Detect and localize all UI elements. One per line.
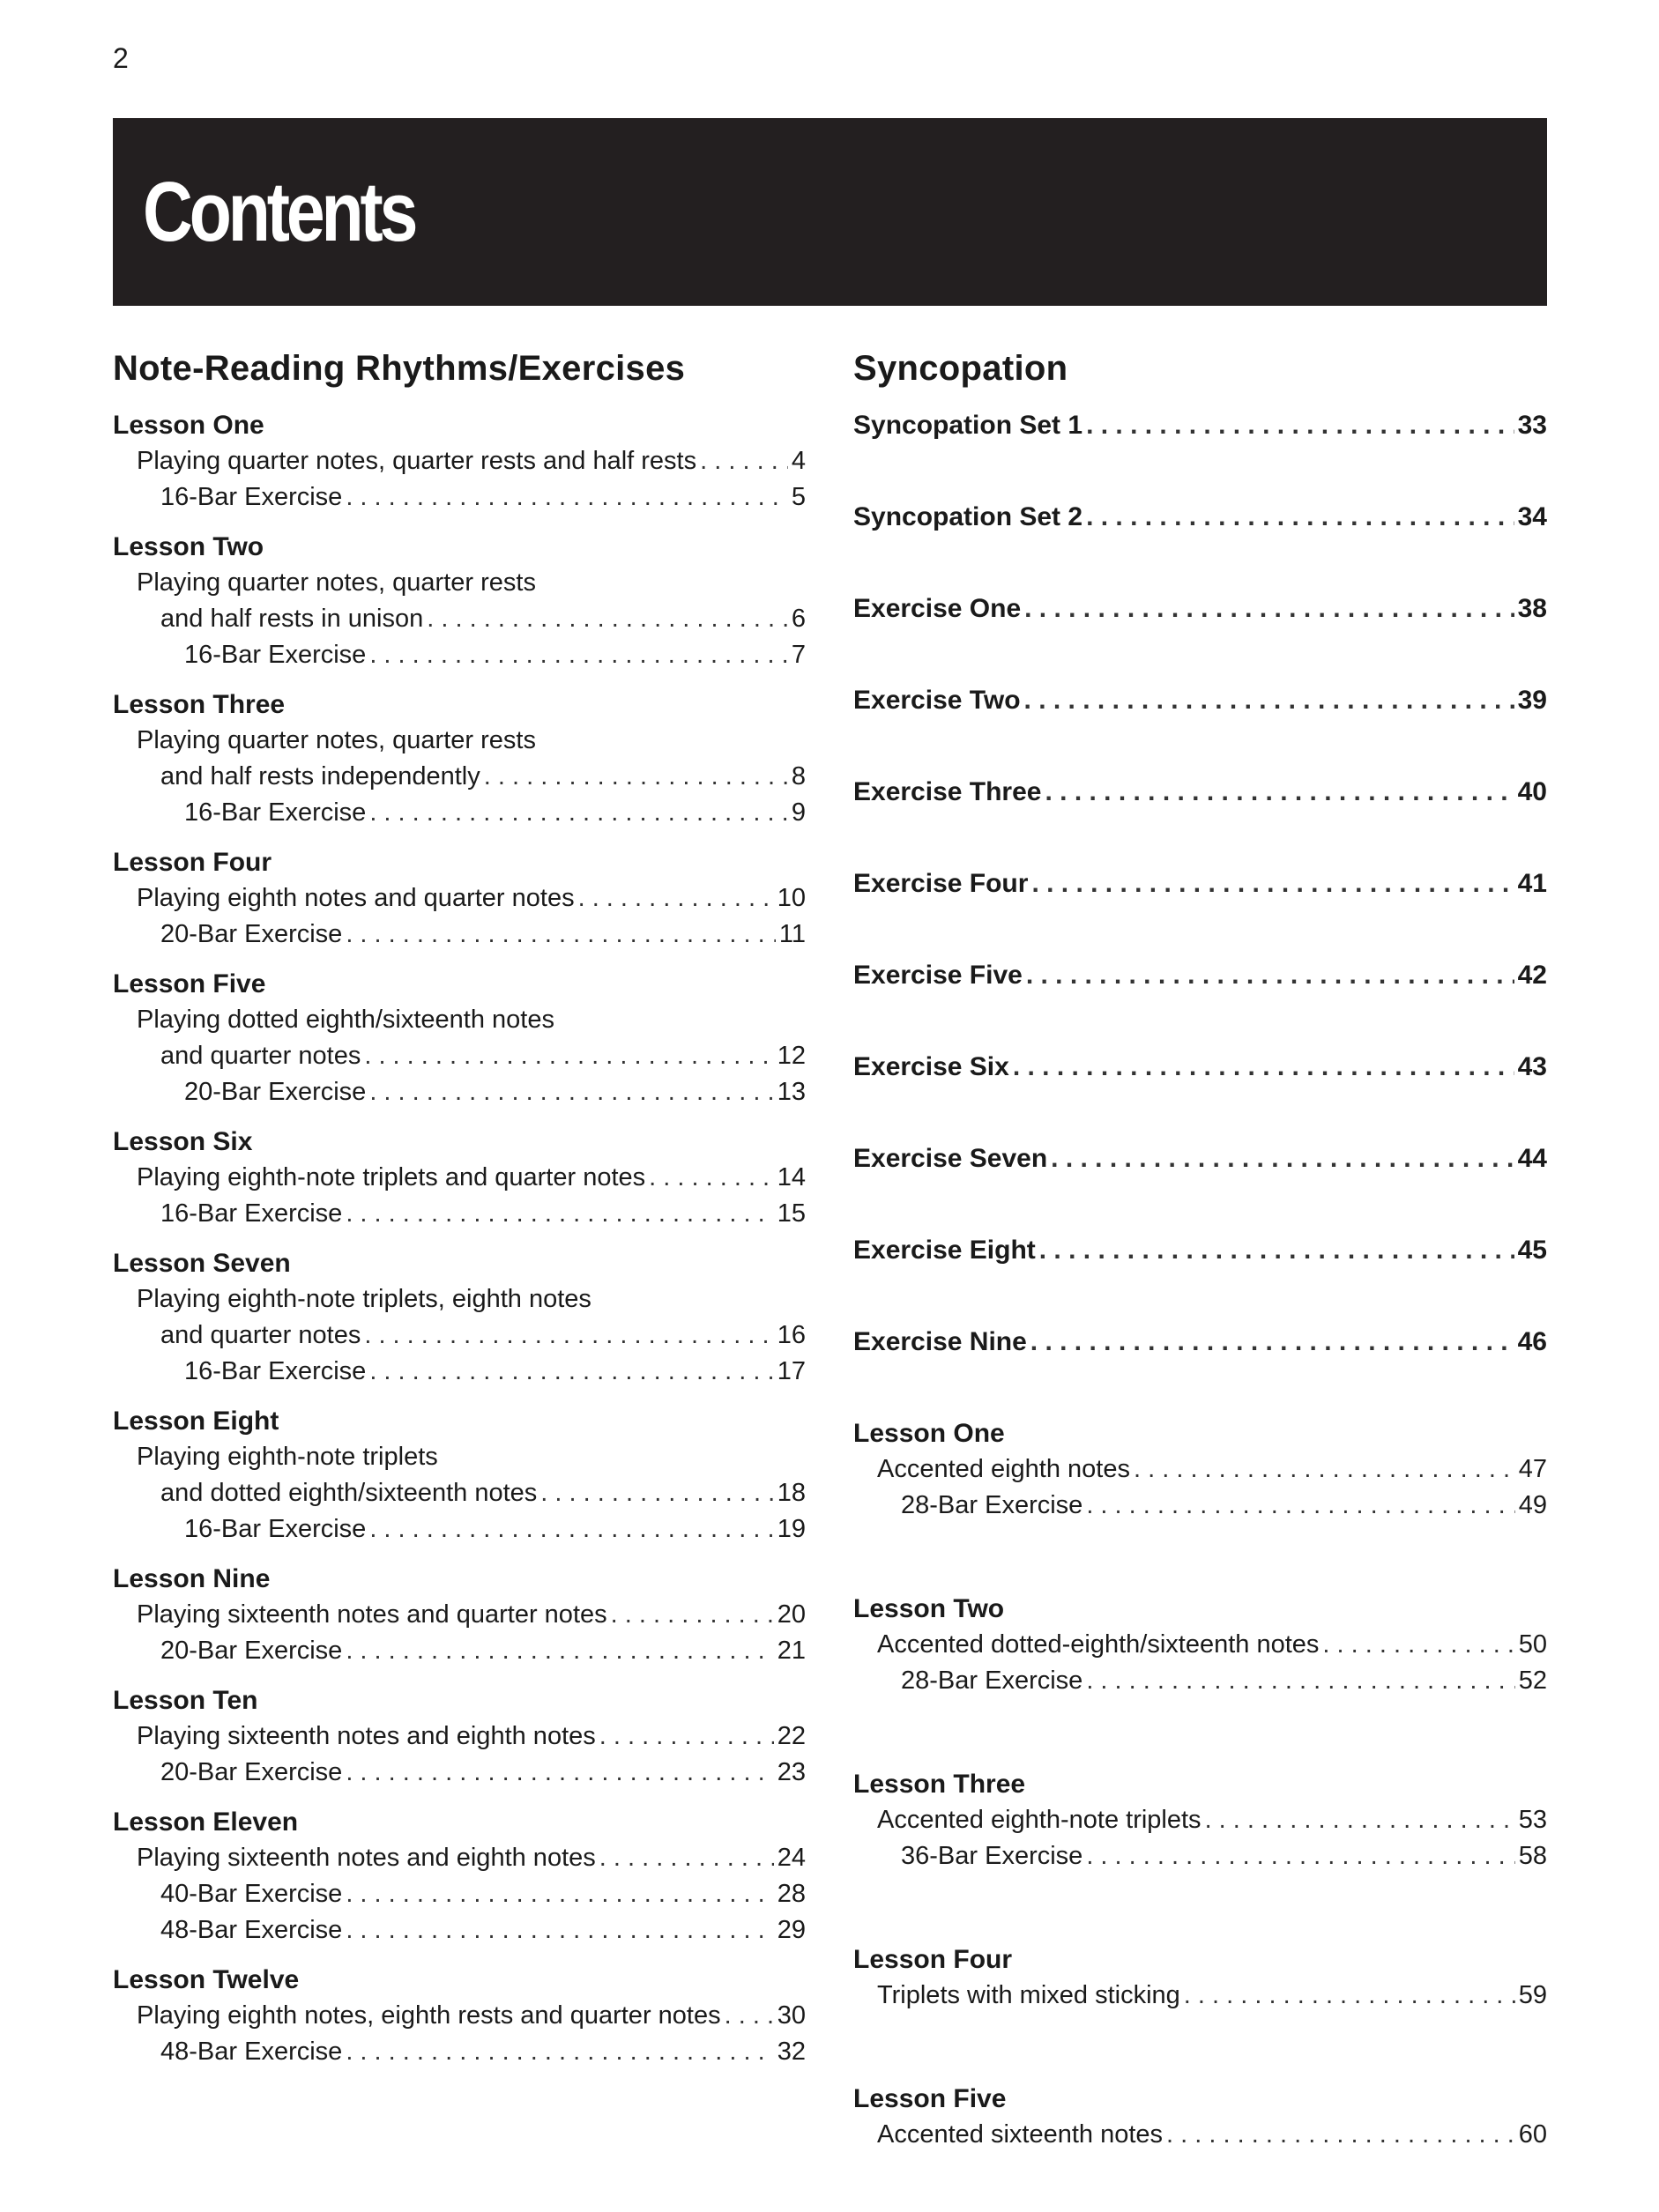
toc-entry[interactable] [113, 757, 806, 793]
dot-leader [369, 1359, 773, 1384]
toc-heading [113, 1401, 806, 1437]
dot-leader [346, 1638, 773, 1664]
toc-entry[interactable] [113, 1158, 806, 1194]
toc-page-number: 44 [1517, 1144, 1547, 1173]
toc-entry-label: Playing sixteenth notes and quarter notes [137, 1600, 607, 1629]
dot-leader [346, 2039, 773, 2065]
toc-heading [853, 1764, 1547, 1800]
toc-heading [113, 527, 806, 563]
dot-leader [1045, 779, 1514, 805]
toc-heading [853, 1940, 1547, 1976]
toc-entry-label: Lesson Seven [113, 1249, 291, 1278]
toc-page-number: 49 [1518, 1491, 1547, 1519]
toc-entry-label: 16-Bar Exercise [184, 641, 367, 669]
toc-entry-label: 48-Bar Exercise [160, 2038, 343, 2066]
toc-entry-label: and half rests independently [160, 762, 480, 791]
toc-entry[interactable] [113, 1717, 806, 1753]
toc-page-number: 46 [1517, 1327, 1547, 1356]
dot-leader [578, 886, 774, 911]
page-title: Contents [143, 164, 415, 259]
toc-page-number: 7 [791, 641, 806, 669]
toc-entry-label: Lesson Four [853, 1945, 1013, 1974]
dot-leader [369, 1080, 773, 1105]
toc-entry-label: 20-Bar Exercise [160, 1637, 343, 1665]
toc-entry-label: Exercise Three [853, 777, 1042, 806]
toc-page-number: 34 [1517, 502, 1547, 531]
toc-entry-label: Lesson Five [113, 969, 266, 998]
dot-leader [369, 800, 788, 826]
toc-entry[interactable] [113, 635, 806, 672]
toc-entry[interactable] [853, 955, 1547, 991]
toc-entry[interactable] [853, 1486, 1547, 1522]
dot-leader [1134, 1457, 1515, 1482]
toc-entry-label: Exercise One [853, 594, 1022, 623]
toc-page-number: 38 [1517, 594, 1547, 623]
toc-entry-label: Exercise Eight [853, 1236, 1036, 1265]
toc-heading [853, 1414, 1547, 1450]
toc-entry-label: Playing eighth notes and quarter notes [137, 884, 575, 912]
toc-entry-label: Lesson Six [113, 1127, 253, 1156]
toc-page-number: 19 [777, 1515, 806, 1543]
toc-heading [113, 405, 806, 442]
toc-entry-label: Playing quarter notes, quarter rests [137, 726, 536, 754]
dot-leader [369, 642, 788, 668]
toc-entry-label: 20-Bar Exercise [184, 1078, 367, 1106]
dot-leader [364, 1323, 773, 1348]
toc-entry[interactable] [853, 1450, 1547, 1486]
toc-entry-label: Triplets with mixed sticking [877, 1981, 1180, 2009]
toc-entry[interactable] [113, 442, 806, 478]
toc-list [853, 405, 1547, 1358]
toc-entry[interactable] [113, 1753, 806, 1789]
toc-entry-label: Lesson Ten [113, 1686, 258, 1715]
toc-entry[interactable] [113, 2032, 806, 2068]
toc-entry-label: and half rests in unison [160, 605, 424, 633]
toc-entry-label: Lesson Twelve [113, 1965, 300, 1994]
toc-entry-label: Playing eighth-note triplets, eighth notes [137, 1285, 591, 1313]
toc-entry-label: Lesson Two [853, 1594, 1005, 1623]
toc-entry-label: Syncopation Set 1 [853, 411, 1083, 440]
toc-entry-label: 16-Bar Exercise [160, 1199, 343, 1228]
dot-leader [1166, 2122, 1515, 2148]
toc-page-number: 10 [777, 884, 806, 912]
toc-entry[interactable] [113, 1352, 806, 1388]
toc-entry-label: Playing eighth notes, eighth rests and quarter notes [137, 2001, 721, 2030]
toc-heading [113, 1122, 806, 1158]
toc-heading [113, 685, 806, 721]
toc-page-number: 9 [791, 798, 806, 827]
toc-page-number: 33 [1517, 411, 1547, 440]
toc-page-number: 52 [1518, 1666, 1547, 1695]
toc-entry-label: 28-Bar Exercise [901, 1491, 1083, 1519]
toc-entry-label: Playing sixteenth notes and eighth notes [137, 1844, 596, 1872]
toc-entry[interactable] [853, 1837, 1547, 1873]
toc-entry-label: Playing eighth-note triplets [137, 1443, 438, 1471]
dot-leader [649, 1165, 774, 1191]
toc-entry[interactable] [113, 1194, 806, 1230]
toc-entry[interactable] [113, 1473, 806, 1510]
dot-leader [346, 1918, 773, 1943]
toc-heading [113, 1802, 806, 1838]
toc-entry[interactable] [853, 1661, 1547, 1697]
dot-leader [725, 2003, 774, 2029]
dot-leader [599, 1724, 774, 1749]
dot-leader [1030, 1329, 1514, 1355]
toc-entry-label: Lesson Nine [113, 1564, 271, 1593]
toc-page-number: 23 [777, 1758, 806, 1786]
toc-page-number: 43 [1517, 1052, 1547, 1081]
toc-entry[interactable] [853, 1625, 1547, 1661]
toc-heading [853, 1589, 1547, 1625]
toc-entry-label: Lesson Four [113, 848, 272, 877]
toc-page-number: 11 [778, 920, 806, 948]
contents-banner [113, 118, 1547, 306]
toc-heading [113, 1960, 806, 1996]
toc-page-number: 53 [1518, 1806, 1547, 1834]
toc-entry[interactable] [853, 405, 1547, 442]
toc-entry[interactable] [853, 497, 1547, 533]
toc-entry-label: Playing quarter notes, quarter rests [137, 568, 536, 597]
toc-entry-label: Lesson Two [113, 532, 264, 561]
toc-entry-label: Syncopation Set 2 [853, 502, 1083, 531]
dot-leader [1024, 596, 1514, 622]
dot-leader [1205, 1807, 1515, 1833]
toc-entry-label: 20-Bar Exercise [160, 1758, 343, 1786]
toc-page-number: 42 [1517, 961, 1547, 990]
toc-entry-label: Playing eighth-note triplets and quarter notes [137, 1163, 646, 1191]
dot-leader [1184, 1983, 1515, 2008]
toc-entry-label: Lesson Three [113, 690, 286, 719]
toc-entry-label: Exercise Four [853, 869, 1029, 898]
dot-leader [1013, 1054, 1514, 1080]
toc-page-number: 14 [777, 1163, 806, 1191]
toc-entry[interactable] [853, 2115, 1547, 2151]
toc-page-number: 5 [791, 483, 806, 511]
toc-entry-label: Lesson Eleven [113, 1807, 299, 1837]
toc-entry[interactable] [113, 793, 806, 829]
toc-page-number: 28 [777, 1880, 806, 1908]
dot-leader [599, 1845, 774, 1871]
toc-entry-label: 16-Bar Exercise [160, 483, 343, 511]
toc-entry-label: 28-Bar Exercise [901, 1666, 1083, 1695]
toc-entry[interactable] [113, 1911, 806, 1947]
toc-entry[interactable] [113, 1073, 806, 1109]
toc-entry-label: Accented dotted-eighth/sixteenth notes [877, 1630, 1320, 1659]
toc-entry-label: Lesson One [113, 411, 264, 440]
toc-page-number: 39 [1517, 686, 1547, 715]
toc-page-number: 29 [777, 1916, 806, 1944]
toc-entry[interactable] [113, 1000, 806, 1036]
toc-entry[interactable] [113, 1838, 806, 1874]
toc-page-number: 30 [777, 2001, 806, 2030]
toc-page-number: 50 [1518, 1630, 1547, 1659]
dot-leader [346, 1760, 773, 1785]
toc-page-number: 60 [1518, 2120, 1547, 2149]
dot-leader [1086, 504, 1514, 531]
dot-leader [369, 1517, 773, 1542]
dot-leader [484, 764, 788, 790]
toc-page-number: 58 [1518, 1842, 1547, 1870]
toc-entry-label: Exercise Five [853, 961, 1023, 990]
dot-leader [1086, 1844, 1514, 1869]
toc-entry-label: Accented eighth notes [877, 1455, 1130, 1483]
toc-entry[interactable] [853, 1139, 1547, 1175]
toc-page-number: 32 [777, 2038, 806, 2066]
toc-page-number: 15 [777, 1199, 806, 1228]
toc-entry-label: Playing sixteenth notes and eighth notes [137, 1722, 596, 1750]
toc-entry[interactable] [853, 680, 1547, 716]
toc-entry[interactable] [113, 1631, 806, 1667]
toc-entry-label: Exercise Six [853, 1052, 1009, 1081]
dot-leader [1322, 1632, 1514, 1658]
toc-page-number: 20 [777, 1600, 806, 1629]
toc-heading [113, 1681, 806, 1717]
toc-entry[interactable] [853, 1800, 1547, 1837]
toc-list [113, 405, 806, 2068]
toc-entry[interactable] [853, 1230, 1547, 1266]
dot-leader [427, 606, 788, 632]
toc-entry[interactable] [113, 1874, 806, 1911]
toc-entry-label: 16-Bar Exercise [184, 1357, 367, 1385]
dot-leader [364, 1043, 773, 1069]
toc-entry-label: Lesson Three [853, 1770, 1026, 1799]
toc-page-number: 47 [1518, 1455, 1547, 1483]
toc-page-number: 12 [777, 1042, 806, 1070]
toc-entry[interactable] [853, 772, 1547, 808]
toc-entry[interactable] [113, 1280, 806, 1316]
toc-entry-label: Playing dotted eighth/sixteenth notes [137, 1006, 554, 1034]
toc-heading [853, 2079, 1547, 2115]
dot-leader [1026, 962, 1514, 989]
toc-entry-label: 20-Bar Exercise [160, 920, 343, 948]
dot-leader [346, 485, 788, 510]
toc-entry[interactable] [113, 721, 806, 757]
dot-leader [346, 1882, 773, 1907]
toc-page-number: 22 [777, 1722, 806, 1750]
toc-page-number: 45 [1517, 1236, 1547, 1265]
toc-entry[interactable] [853, 1047, 1547, 1083]
dot-leader [346, 1201, 773, 1227]
toc-page-number: 17 [777, 1357, 806, 1385]
toc-page-number: 41 [1517, 869, 1547, 898]
toc-heading [113, 842, 806, 879]
toc-entry-label: Playing quarter notes, quarter rests and half rests [137, 447, 697, 475]
toc-entry-label: Accented eighth-note triplets [877, 1806, 1201, 1834]
toc-left-column [113, 351, 806, 2068]
dot-leader [1031, 871, 1514, 897]
dot-leader [346, 922, 776, 947]
toc-entry-label: and quarter notes [160, 1321, 361, 1349]
toc-page-number: 21 [777, 1637, 806, 1665]
dot-leader [1051, 1146, 1514, 1172]
toc-heading [113, 1559, 806, 1595]
toc-entry-label: 48-Bar Exercise [160, 1916, 343, 1944]
toc-entry[interactable] [113, 1595, 806, 1631]
toc-right-column [853, 351, 1547, 2151]
dot-leader [540, 1481, 773, 1506]
toc-entry-label: 16-Bar Exercise [184, 798, 367, 827]
toc-page-number: 40 [1517, 777, 1547, 806]
toc-entry[interactable] [853, 1976, 1547, 2012]
toc-entry-label: Accented sixteenth notes [877, 2120, 1164, 2149]
toc-page-number: 8 [791, 762, 806, 791]
toc-page-number: 16 [777, 1321, 806, 1349]
toc-page-number: 6 [791, 605, 806, 633]
toc-entry-label: Lesson One [853, 1419, 1005, 1448]
toc-entry[interactable] [113, 1996, 806, 2032]
toc-page-number: 4 [791, 447, 806, 475]
dot-leader [1024, 687, 1514, 714]
dot-leader [700, 449, 788, 474]
toc-list [853, 1358, 1547, 2151]
section-heading: Note-Reading Rhythms/Exercises [113, 349, 686, 388]
dot-leader [1086, 412, 1514, 439]
toc-entry-label: 40-Bar Exercise [160, 1880, 343, 1908]
toc-entry-label: and dotted eighth/sixteenth notes [160, 1479, 538, 1507]
toc-entry[interactable] [113, 1316, 806, 1352]
toc-page-number: 13 [777, 1078, 806, 1106]
toc-entry-label: 36-Bar Exercise [901, 1842, 1083, 1870]
toc-page-number: 24 [777, 1844, 806, 1872]
section-heading: Syncopation [853, 349, 1068, 388]
toc-entry[interactable] [113, 1510, 806, 1546]
page-number: 2 [113, 42, 129, 74]
dot-leader [1086, 1493, 1514, 1518]
toc-entry[interactable] [113, 599, 806, 635]
toc-entry-label: Exercise Seven [853, 1144, 1048, 1173]
toc-entry-label: Exercise Two [853, 686, 1021, 715]
toc-entry[interactable] [853, 864, 1547, 900]
toc-entry[interactable] [113, 478, 806, 514]
toc-entry[interactable] [113, 563, 806, 599]
toc-page-number: 18 [777, 1479, 806, 1507]
toc-heading [113, 1243, 806, 1280]
toc-entry[interactable] [113, 1036, 806, 1073]
toc-entry[interactable] [113, 1437, 806, 1473]
toc-entry[interactable] [113, 915, 806, 951]
toc-entry-label: Lesson Eight [113, 1407, 279, 1436]
toc-entry[interactable] [113, 879, 806, 915]
dot-leader [611, 1602, 774, 1628]
toc-entry-label: Lesson Five [853, 2084, 1007, 2113]
toc-heading [113, 964, 806, 1000]
toc-entry[interactable] [853, 589, 1547, 625]
toc-entry-label: Exercise Nine [853, 1327, 1027, 1356]
toc-entry-label: and quarter notes [160, 1042, 361, 1070]
toc-entry-label: 16-Bar Exercise [184, 1515, 367, 1543]
toc-page-number: 59 [1518, 1981, 1547, 2009]
dot-leader [1039, 1237, 1514, 1264]
dot-leader [1086, 1668, 1514, 1694]
toc-entry[interactable] [853, 1322, 1547, 1358]
